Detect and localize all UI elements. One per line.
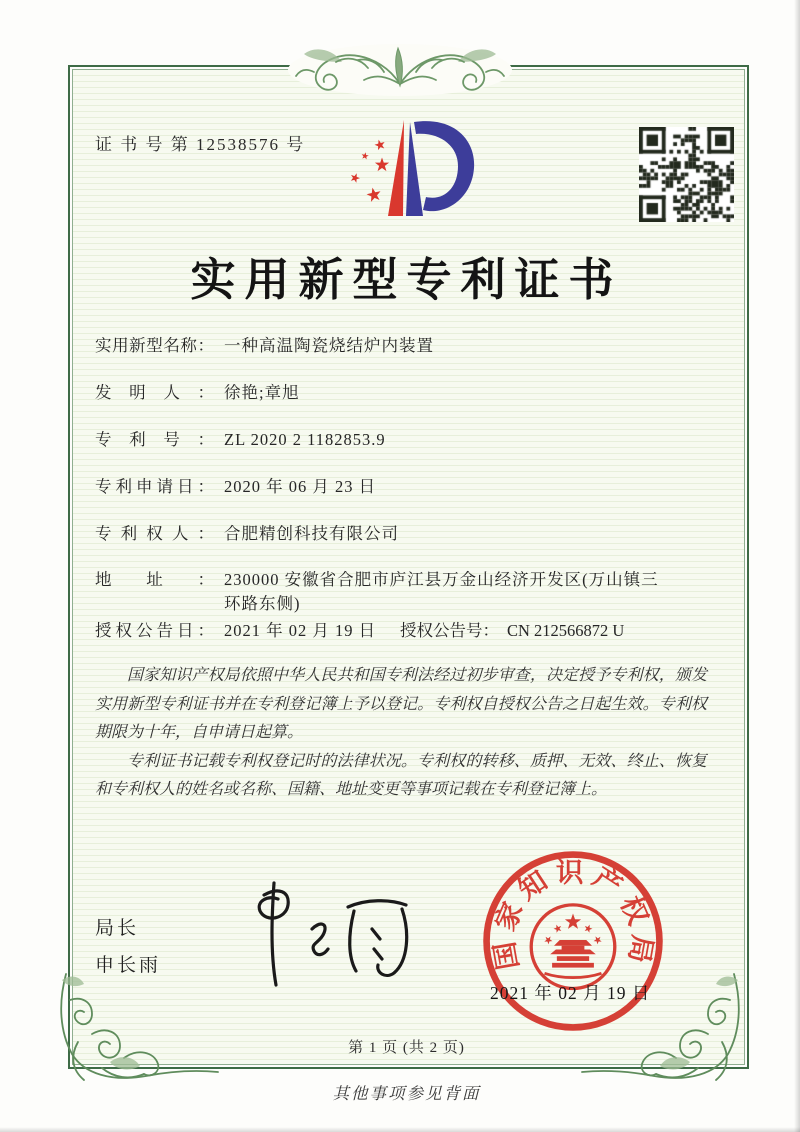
field-value: 2021 年 02 月 19 日 <box>224 621 377 640</box>
field-row-filing-date <box>95 474 707 499</box>
page-indicator: 第 1 页 (共 2 页) <box>348 1040 465 1056</box>
field-label: 授权公告号： <box>400 621 499 640</box>
bottom-left-flourish-ornament <box>50 970 222 1098</box>
field-value: 徐艳;章旭 <box>224 383 300 402</box>
field-value: ZL 2020 2 1182853.9 <box>224 430 386 449</box>
certificate-title: 实用新型专利证书 <box>190 255 623 305</box>
field-row-grant <box>95 618 707 643</box>
field-value: 230000 安徽省合肥市庐江县万金山经济开发区(万山镇三环路东侧) <box>224 570 659 613</box>
top-flourish-ornament <box>284 38 516 102</box>
back-note: 其他事项参见背面 <box>332 1084 481 1103</box>
national-emblem-icon <box>531 905 615 989</box>
seal-text: 国家知识产权局 <box>487 856 659 972</box>
certificate-number: 证 书 号 第 12538576 号 <box>95 135 306 154</box>
legal-paragraphs <box>95 662 707 805</box>
legal-paragraph: 专利证书记载专利权登记时的法律状况。专利权的转移、质押、无效、终止、恢复和专利权人的姓名或名称、国籍、地址变更等事项记载在专利登记簿上。 <box>95 752 707 798</box>
field-value: CN 212566872 U <box>507 621 625 640</box>
field-row-patentee <box>95 521 707 546</box>
officer-role: 局长 <box>95 918 140 939</box>
officer-name: 申长雨 <box>95 955 162 976</box>
field-label: 专利申请日： <box>95 477 214 496</box>
field-label: 专利号： <box>95 430 214 449</box>
signature <box>220 872 420 994</box>
scan-edge-shadow <box>0 1127 800 1132</box>
qr-code <box>639 127 734 222</box>
field-row-address <box>95 568 707 616</box>
field-label: 专利权人： <box>95 524 214 543</box>
cnipa-logo-icon <box>322 106 502 246</box>
scan-edge-shadow <box>794 0 800 1132</box>
field-label: 实用新型名称： <box>95 336 214 355</box>
field-row-inventor <box>95 380 707 405</box>
legal-paragraph: 国家知识产权局依照中华人民共和国专利法经过初步审查，决定授予专利权，颁发实用新型专利证书并在专利登记簿上予以登记。专利权自授权公告之日起生效。专利权期限为十年，自申请日起算。 <box>95 667 707 741</box>
field-label: 授权公告日： <box>95 621 214 640</box>
field-value: 一种高温陶瓷烧结炉内装置 <box>224 336 434 355</box>
seal-date: 2021 年 02 月 19 日 <box>490 983 651 1003</box>
grant-number-pair <box>400 618 624 643</box>
field-value: 2020 年 06 月 23 日 <box>224 477 377 496</box>
field-label: 发明人： <box>95 383 214 402</box>
field-row-patent-no <box>95 427 707 452</box>
officer-block <box>95 910 161 984</box>
field-label: 地址： <box>95 570 214 589</box>
field-row-name <box>95 333 707 358</box>
certificate-fields <box>95 333 707 665</box>
official-seal <box>478 846 668 1036</box>
field-value: 合肥精创科技有限公司 <box>224 524 399 543</box>
